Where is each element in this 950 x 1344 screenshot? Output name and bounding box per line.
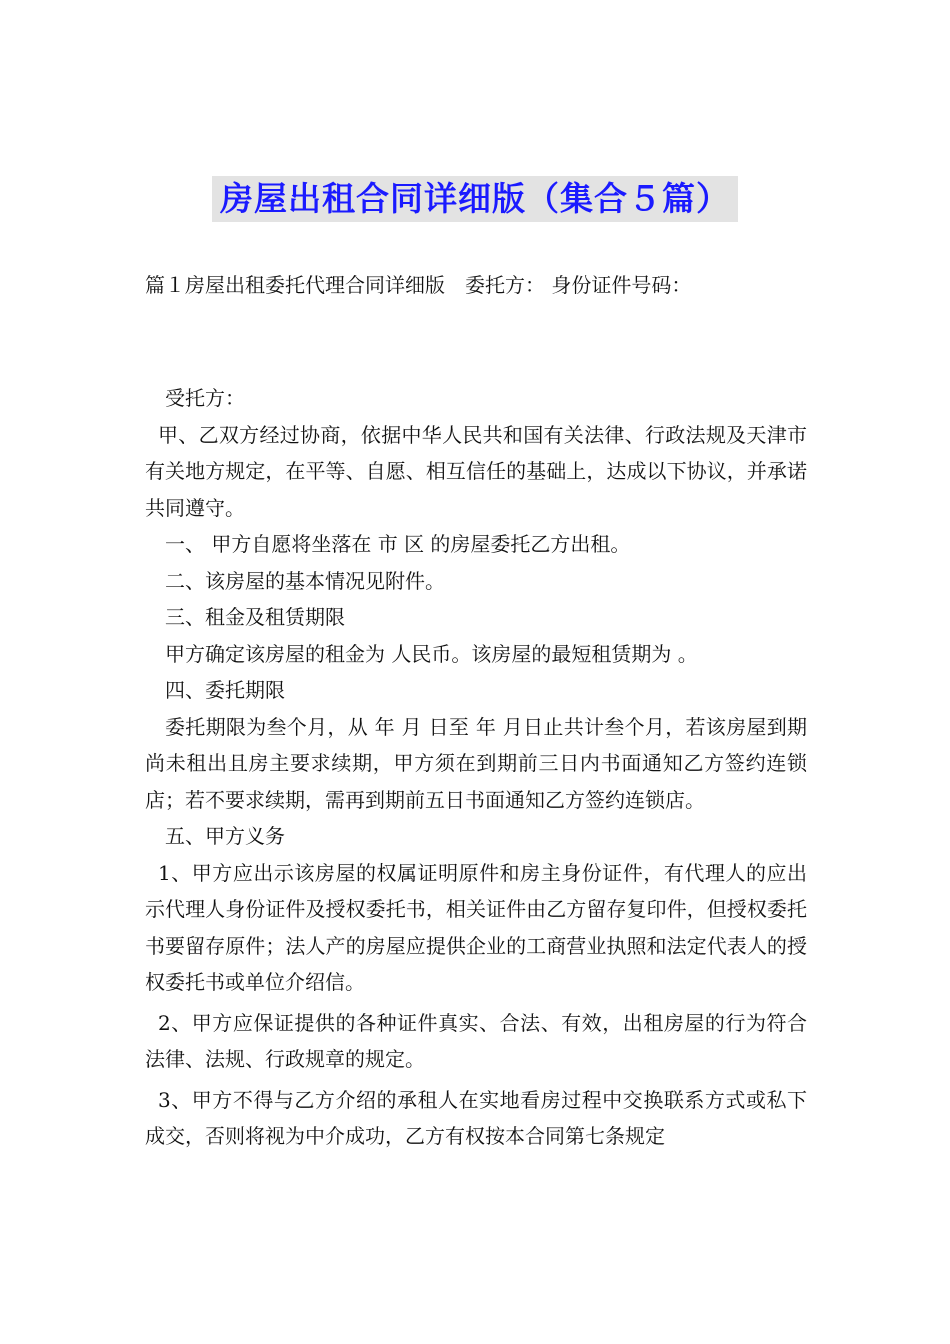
paragraph-duty-2: 2、甲方应保证提供的各种证件真实、合法、有效，出租房屋的行为符合法律、法规、行政规章的规定。 <box>145 1010 807 1071</box>
paragraph-clause-2: 二、该房屋的基本情况见附件。 <box>165 568 445 593</box>
paragraph-term: 委托期限为叁个月，从 年 月 日至 年 月日止共计叁个月，若该房屋到期尚未租出且房主要求续期，甲方须在到期前三日内书面通知乙方签约连锁店；若不要求续期，需再到期前五日书面通知乙方签约连锁店。 <box>145 714 807 812</box>
title-container <box>0 176 950 222</box>
paragraph-duty-1: 1、甲方应出示该房屋的权属证明原件和房主身份证件，有代理人的应出示代理人身份证件及授权委托书，相关证件由乙方留存复印件，但授权委托书要留存原件；法人产的房屋应提供企业的工商营业执照和法定代表人的授权委托书或单位介绍信。 <box>145 860 807 994</box>
paragraph-preamble: 甲、乙双方经过协商，依据中华人民共和国有关法律、行政法规及天津市有关地方规定，在平等、自愿、相互信任的基础上，达成以下协议，并承诺共同遵守。 <box>145 422 807 520</box>
paragraph-clause-3-heading: 三、租金及租赁期限 <box>165 605 345 629</box>
paragraph-trustee: 受托方： <box>165 386 245 410</box>
document-body <box>145 380 807 1155</box>
paragraph-clause-4-heading: 四、委托期限 <box>165 678 285 702</box>
document-title: 房屋出租合同详细版（集合５篇） <box>212 176 738 222</box>
paragraph-clause-1: 一、 甲方自愿将坐落在 市 区 的房屋委托乙方出租。 <box>165 532 631 556</box>
paragraph-duty-3: 3、甲方不得与乙方介绍的承租人在实地看房过程中交换联系方式或私下成交，否则将视为中介成功，乙方有权按本合同第七条规定 <box>145 1087 807 1148</box>
document-subtitle: 篇１房屋出租委托代理合同详细版 委托方： 身份证件号码： <box>145 273 692 297</box>
paragraph-clause-5-heading: 五、甲方义务 <box>165 824 285 848</box>
paragraph-rent: 甲方确定该房屋的租金为 人民币。该房屋的最短租赁期为 。 <box>165 641 698 666</box>
